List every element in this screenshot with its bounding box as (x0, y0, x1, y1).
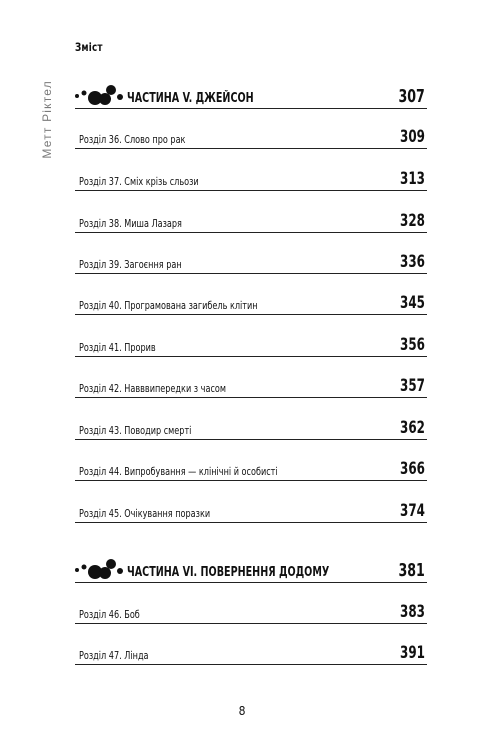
part-title: ЧАСТИНА V. ДЖЕЙСОН (127, 91, 254, 106)
chapter-title: Розділ 41. Прорив (79, 341, 156, 354)
toc-chapter-39[interactable] (75, 253, 427, 274)
chapter-page-number: 357 (400, 376, 425, 396)
bubbles-icon (75, 558, 125, 580)
chapter-title: Розділ 47. Лінда (79, 649, 149, 662)
chapter-title: Розділ 43. Поводир смерті (79, 424, 192, 437)
toc-chapter-47[interactable] (75, 644, 427, 665)
toc-chapter-40[interactable] (75, 294, 427, 315)
toc-part-5[interactable] (75, 86, 427, 109)
toc-chapter-41[interactable] (75, 336, 427, 357)
toc-chapter-44[interactable] (75, 460, 427, 481)
chapter-page-number: 391 (400, 643, 425, 663)
chapter-page-number: 356 (400, 335, 425, 355)
chapter-page-number: 383 (400, 602, 425, 622)
part-page-number: 381 (398, 560, 425, 581)
toc-chapter-45[interactable] (75, 502, 427, 523)
running-author (40, 80, 54, 180)
chapter-title: Розділ 39. Загоєння ран (79, 258, 182, 271)
chapter-page-number: 336 (400, 252, 425, 272)
toc-chapter-37[interactable] (75, 170, 427, 191)
bubbles-icon (75, 84, 125, 106)
chapter-title: Розділ 37. Сміх крізь сльози (79, 175, 199, 188)
chapter-title: Розділ 45. Очікування поразки (79, 507, 211, 520)
chapter-page-number: 328 (400, 211, 425, 231)
toc-header: Зміст (75, 40, 103, 54)
chapter-title: Розділ 40. Програмована загибель клітин (79, 299, 258, 312)
page-number: 8 (238, 704, 246, 718)
toc-part-6[interactable] (75, 560, 427, 583)
chapter-page-number: 374 (400, 501, 425, 521)
chapter-page-number: 366 (400, 459, 425, 479)
chapter-title: Розділ 42. Навввипередки з часом (79, 382, 226, 395)
author-name: Метт Ріктел (40, 80, 54, 159)
chapter-title: Розділ 36. Слово про рак (79, 133, 186, 146)
part-page-number: 307 (398, 86, 425, 107)
chapter-page-number: 345 (400, 293, 425, 313)
part-title: ЧАСТИНА VI. ПОВЕРНЕННЯ ДОДОМУ (127, 565, 330, 580)
toc-chapter-36[interactable] (75, 128, 427, 149)
toc-chapter-46[interactable] (75, 603, 427, 624)
chapter-page-number: 309 (400, 127, 425, 147)
chapter-page-number: 362 (400, 418, 425, 438)
chapter-page-number: 313 (400, 169, 425, 189)
chapter-title: Розділ 46. Боб (79, 608, 140, 621)
toc-chapter-38[interactable] (75, 212, 427, 233)
toc-chapter-42[interactable] (75, 377, 427, 398)
chapter-title: Розділ 38. Миша Лазаря (79, 217, 182, 230)
toc-chapter-43[interactable] (75, 419, 427, 440)
chapter-title: Розділ 44. Випробування — клінічні й особисті (79, 465, 278, 478)
